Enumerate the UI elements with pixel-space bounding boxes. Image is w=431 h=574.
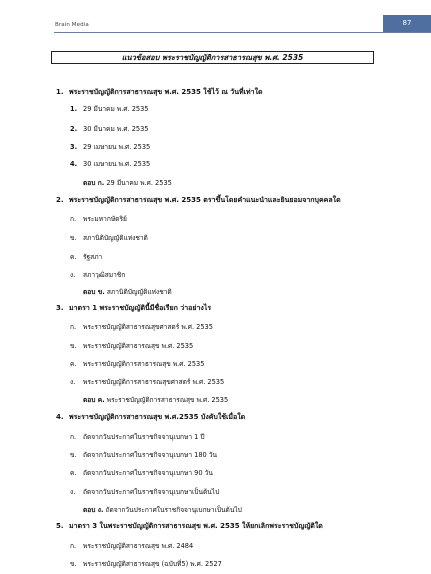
option-text: 30 มีนาคม พ.ศ. 2535 bbox=[83, 125, 149, 133]
option-5-1 bbox=[70, 540, 193, 551]
option-label: ค. bbox=[70, 253, 77, 261]
question-text: พระราชบัญญัติการสาธารณสุข พ.ศ. 2535 ตราขึ้นโดยคำแนะนำและยินยอมจากบุคคลใด bbox=[69, 196, 341, 204]
question-text: มาตรา 1 พระราชบัญญัตินี้มีชื่อเรียก ว่าอย่างไร bbox=[69, 304, 212, 312]
header-rule bbox=[54, 32, 431, 33]
option-label: 2. bbox=[70, 125, 78, 133]
option-text: 29 มีนาคม พ.ศ. 2535 bbox=[83, 105, 149, 113]
option-text: ถัดจากวันประกาศในราชกิจจานุเบกษา 1 ปี bbox=[83, 433, 205, 441]
option-3-2 bbox=[70, 340, 193, 351]
question-number: 1. bbox=[56, 88, 64, 96]
question-2 bbox=[56, 195, 341, 206]
option-label: ง. bbox=[70, 488, 76, 496]
answer-text: สภานิติบัญญัติแห่งชาติ bbox=[106, 288, 172, 296]
option-text: ถัดจากวันประกาศในราชกิจจานุเบกษาเป็นต้นไป bbox=[83, 488, 220, 496]
option-label: ค. bbox=[70, 469, 77, 477]
page-title: แนวข้อสอบ พระราชบัญญัติการสาธารณสุข พ.ศ. 2535 bbox=[121, 52, 304, 62]
option-label: 1. bbox=[70, 105, 78, 113]
option-text: พระราชบัญญัติสาธารณสุข พ.ศ. 2535 bbox=[83, 342, 194, 350]
question-4 bbox=[56, 412, 245, 423]
option-label: ก. bbox=[70, 323, 77, 331]
option-label: ง. bbox=[70, 378, 76, 386]
option-1-3 bbox=[70, 141, 150, 152]
option-label: 4. bbox=[70, 160, 78, 168]
page-number: 87 bbox=[402, 19, 412, 27]
question-number: 2. bbox=[56, 196, 64, 204]
answer-label: ตอบ ง. bbox=[83, 506, 104, 514]
question-text: มาตรา 3 ในพระราชบัญญัติการสาธารณสุข พ.ศ. 2535 ให้ยกเลิกพระราชบัญญัติใด bbox=[69, 522, 323, 530]
option-2-4 bbox=[70, 269, 125, 280]
option-label: ข. bbox=[70, 451, 77, 459]
answer-2 bbox=[83, 286, 172, 297]
option-4-3 bbox=[70, 467, 213, 478]
option-text: พระราชบัญญัติสาธารณสุข (ฉบับที่5) พ.ศ. 2527 bbox=[83, 560, 222, 568]
option-text: สภานิติบัญญัติแห่งชาติ bbox=[83, 234, 148, 242]
option-4-1 bbox=[70, 431, 205, 442]
question-number: 4. bbox=[56, 413, 64, 421]
question-5 bbox=[56, 521, 323, 532]
answer-4 bbox=[83, 504, 242, 515]
option-label: ง. bbox=[70, 271, 76, 279]
option-text: พระราชบัญญัติการสาธารณสุขศาสตร์ พ.ศ. 2535 bbox=[83, 378, 225, 386]
option-3-3 bbox=[70, 358, 204, 369]
answer-1 bbox=[83, 177, 172, 188]
option-1-4 bbox=[70, 158, 150, 169]
option-5-2 bbox=[70, 558, 222, 569]
option-2-2 bbox=[70, 232, 148, 243]
option-4-2 bbox=[70, 449, 217, 460]
option-label: ก. bbox=[70, 542, 77, 550]
brand-name: Brain Media bbox=[55, 22, 89, 28]
option-label: 3. bbox=[70, 143, 78, 151]
option-3-1 bbox=[70, 321, 213, 332]
question-number: 3. bbox=[56, 304, 64, 312]
question-3 bbox=[56, 303, 211, 314]
question-number: 5. bbox=[56, 522, 64, 530]
answer-text: 29 มีนาคม พ.ศ. 2535 bbox=[106, 179, 172, 187]
option-label: ข. bbox=[70, 342, 77, 350]
option-label: ข. bbox=[70, 234, 77, 242]
page-number-badge bbox=[383, 15, 431, 32]
answer-label: ตอบ ก. bbox=[83, 179, 105, 187]
option-text: พระราชบัญญัติสาธารณสุขศาสตร์ พ.ศ. 2535 bbox=[83, 323, 213, 331]
option-2-1 bbox=[70, 213, 127, 224]
option-4-4 bbox=[70, 486, 219, 497]
answer-text: พระราชบัญญัติการสาธารณสุข พ.ศ. 2535 bbox=[106, 396, 229, 404]
option-1-1 bbox=[70, 103, 149, 114]
option-text: พระราชบัญญัติสาธารณสุข พ.ศ. 2484 bbox=[83, 542, 194, 550]
option-2-3 bbox=[70, 251, 102, 262]
question-text: พระราชบัญญัติการสาธารณสุข พ.ศ.2535 บังคับใช้เมื่อใด bbox=[69, 413, 246, 421]
option-text: พระราชบัญญัติการสาธารณสุข พ.ศ. 2535 bbox=[83, 360, 205, 368]
option-text: 29 เมษายน พ.ศ. 2535 bbox=[83, 143, 151, 151]
option-label: ค. bbox=[70, 360, 77, 368]
question-1 bbox=[56, 87, 263, 98]
title-box bbox=[51, 51, 374, 64]
option-text: รัฐสภา bbox=[83, 253, 103, 261]
option-label: ก. bbox=[70, 215, 77, 223]
option-label: ก. bbox=[70, 433, 77, 441]
answer-text: ถัดจากวันประกาศในราชกิจจานุเบกษาเป็นต้นไป bbox=[105, 506, 242, 514]
question-text: พระราชบัญญัติการสาธารณสุข พ.ศ. 2535 ใช้ไว้ ณ วันที่เท่าใด bbox=[69, 88, 263, 96]
option-text: 30 เมษายน พ.ศ. 2535 bbox=[83, 160, 151, 168]
answer-3 bbox=[83, 394, 228, 405]
option-label: ข. bbox=[70, 560, 77, 568]
option-3-4 bbox=[70, 376, 224, 387]
option-text: ถัดจากวันประกาศในราชกิจจานุเบกษา 180 วัน bbox=[83, 451, 218, 459]
option-text: พระมหากษัตริย์ bbox=[83, 215, 127, 223]
option-text: สภาวุฒิสมาชิก bbox=[83, 271, 126, 279]
answer-label: ตอบ ค. bbox=[83, 396, 105, 404]
answer-label: ตอบ ข. bbox=[83, 288, 105, 296]
option-text: ถัดจากวันประกาศในราชกิจจานุเบกษา 90 วัน bbox=[83, 469, 213, 477]
option-1-2 bbox=[70, 123, 149, 134]
